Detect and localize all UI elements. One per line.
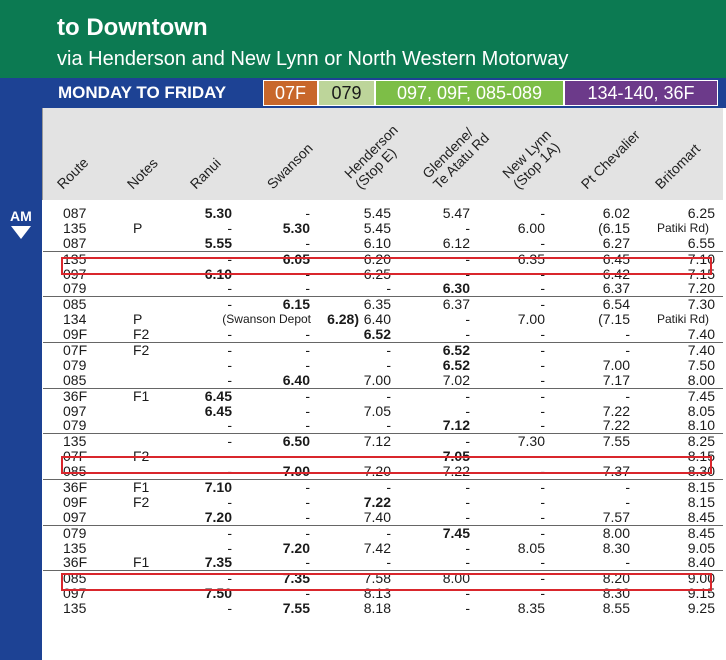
cell-glendene: - (465, 250, 470, 267)
cell-newlynn: - (540, 585, 545, 602)
cell-brit: 7.40 (687, 342, 715, 359)
table-row (43, 510, 723, 526)
page-title: to Downtown (57, 14, 208, 41)
cell-henderson: 7.12 (363, 433, 391, 450)
cell-notes: P (133, 219, 143, 236)
cell-ranui: 7.35 (204, 554, 232, 571)
cell-brit: Patiki Rd) (656, 220, 709, 235)
table-row (43, 343, 723, 358)
cell-route: 079 (63, 280, 87, 297)
cell-ptchev: (6.15 (598, 219, 630, 236)
cell-henderson: 5.45 (363, 219, 391, 236)
cell-glendene: 7.22 (442, 463, 470, 480)
cell-newlynn: - (540, 524, 545, 541)
cell-notes: F2 (133, 342, 150, 359)
cell-ptchev: 6.54 (602, 296, 630, 313)
cell-ranui: - (227, 463, 232, 480)
cell-ranui: - (227, 250, 232, 267)
cell-glendene: - (465, 585, 470, 602)
cell-brit: 8.30 (687, 463, 715, 480)
cell-swanson: - (305, 479, 310, 496)
cell-ptchev: - (625, 342, 630, 359)
cell-glendene: - (465, 265, 470, 282)
cell-glendene: - (465, 600, 470, 617)
cell-glendene: - (465, 539, 470, 556)
cell-brit: 8.15 (687, 448, 715, 465)
cell-swanson: 7.20 (282, 539, 310, 556)
cell-swanson: 6.15 (282, 296, 310, 313)
cell-ptchev: 6.27 (602, 234, 630, 251)
cell-newlynn: - (540, 554, 545, 571)
cell-henderson: 5.45 (363, 205, 391, 221)
cell-newlynn: - (540, 448, 545, 465)
cell-route: 134 (63, 311, 87, 328)
table-row (43, 480, 723, 495)
cell-henderson: 6.25 (363, 265, 391, 282)
cell-ptchev: 7.57 (602, 508, 630, 525)
cell-route: 135 (63, 600, 87, 617)
cell-route: 07F (63, 342, 88, 359)
cell-ranui: 6.10 (204, 265, 232, 282)
table-row (43, 206, 723, 221)
cell-newlynn: - (540, 508, 545, 525)
table-row (43, 221, 723, 236)
cell-henderson: 6.10 (363, 234, 391, 251)
cell-henderson: 7.40 (363, 508, 391, 525)
cell-ptchev: - (625, 387, 630, 404)
cell-ptchev: 8.55 (602, 600, 630, 617)
cell-ptchev: 8.30 (602, 585, 630, 602)
period-label: AM (10, 208, 32, 224)
cell-notes: F1 (133, 387, 150, 404)
cell-notes: F2 (133, 326, 150, 343)
cell-ptchev: 6.45 (602, 250, 630, 267)
cell-swanson: - (305, 387, 310, 404)
cell-henderson: 7.00 (363, 371, 391, 388)
cell-ptchev: - (625, 326, 630, 343)
cell-ranui: - (227, 280, 232, 297)
cell-route: 097 (63, 402, 87, 419)
cell-brit: 7.40 (687, 326, 715, 343)
cell-newlynn: - (540, 479, 545, 496)
cell-ranui: - (227, 433, 232, 450)
cell-route: 087 (63, 234, 87, 251)
column-header-henderson: Henderson (Stop E) (341, 121, 401, 192)
cell-glendene: - (465, 311, 470, 328)
cell-brit: 9.25 (687, 600, 715, 617)
cell-ranui: - (227, 448, 232, 465)
cell-henderson: - (386, 554, 391, 571)
cell-brit: 9.00 (687, 570, 715, 587)
cell-newlynn: - (540, 371, 545, 388)
cell-ptchev: 7.00 (602, 356, 630, 373)
table-row (43, 434, 723, 449)
cell-ptchev: - (625, 493, 630, 510)
cell-route: 085 (63, 463, 87, 480)
cell-ptchev: 7.17 (602, 371, 630, 388)
cell-swanson: 5.30 (282, 219, 310, 236)
cell-glendene: - (465, 219, 470, 236)
cell-henderson: - (386, 479, 391, 496)
cell-route: 085 (63, 570, 87, 587)
cell-brit: 8.05 (687, 402, 715, 419)
cell-swanson: - (305, 417, 310, 434)
cell-glendene: 7.45 (442, 524, 470, 541)
cell-brit: Patiki Rd) (656, 312, 709, 327)
cell-newlynn: - (540, 296, 545, 313)
cell-glendene: - (465, 554, 470, 571)
cell-swanson: - (305, 326, 310, 343)
cell-glendene: - (465, 402, 470, 419)
cell-newlynn: - (540, 570, 545, 587)
cell-ranui: - (227, 219, 232, 236)
cell-ptchev: - (625, 479, 630, 496)
cell-glendene: - (465, 493, 470, 510)
cell-newlynn: - (540, 342, 545, 359)
cell-ranui: 5.30 (204, 205, 232, 221)
column-header-swanson: Swanson (263, 139, 316, 192)
cell-swanson: - (305, 356, 310, 373)
cell-henderson: 8.13 (363, 585, 391, 602)
period-sidebar (0, 108, 42, 660)
cell-ranui: 7.20 (204, 508, 232, 525)
cell-glendene: 6.30 (442, 280, 470, 297)
cell-glendene: 7.02 (442, 371, 470, 388)
cell-notes: F1 (133, 554, 150, 571)
column-header-glendene: Glendene/ Te Atatu Rd (419, 124, 493, 192)
cell-ptchev: 7.37 (602, 463, 630, 480)
cell-glendene: 8.00 (442, 570, 470, 587)
cell-ranui: (Swanson Depot (222, 312, 311, 327)
cell-route: 135 (63, 219, 87, 236)
column-header-britomart: Britomart (651, 140, 704, 192)
service-days-label: MONDAY TO FRIDAY (58, 83, 227, 102)
cell-newlynn: - (540, 280, 545, 297)
table-row (43, 327, 723, 343)
cell-swanson: - (305, 205, 310, 221)
cell-route: 079 (63, 524, 87, 541)
cell-henderson: 6.20 (363, 250, 391, 267)
cell-henderson: - (386, 448, 391, 465)
cell-ranui: - (227, 570, 232, 587)
table-row (43, 358, 723, 373)
cell-newlynn: 8.35 (517, 600, 545, 617)
cell-glendene: - (465, 508, 470, 525)
cell-ranui: 7.10 (204, 479, 232, 496)
service-bar (0, 78, 726, 108)
cell-newlynn: 6.35 (517, 250, 545, 267)
cell-route: 36F (63, 387, 88, 404)
table-row (43, 404, 723, 419)
table-row (43, 555, 723, 571)
cell-swanson: - (305, 265, 310, 282)
cell-brit: 7.20 (687, 280, 715, 297)
cell-brit: 8.10 (687, 417, 715, 434)
cell-glendene: 6.37 (442, 296, 470, 313)
cell-glendene: 6.12 (442, 234, 470, 251)
route-badge-079: 079 (318, 80, 375, 106)
cell-ptchev: 7.22 (602, 417, 630, 434)
cell-ptchev: 7.55 (602, 433, 630, 450)
cell-ranui: - (227, 296, 232, 313)
cell-henderson: - (386, 387, 391, 404)
cell-route: 07F (63, 448, 88, 465)
highlight-box (61, 257, 712, 275)
cell-ptchev: - (625, 448, 630, 465)
cell-route: 087 (63, 205, 87, 221)
cell-swanson: - (305, 524, 310, 541)
column-header-new-lynn: New Lynn (Stop 1A) (499, 126, 563, 192)
cell-newlynn: - (540, 234, 545, 251)
cell-route: 09F (63, 326, 88, 343)
cell-brit: 8.00 (687, 371, 715, 388)
cell-ranui: 5.55 (204, 234, 232, 251)
cell-henderson: - (386, 524, 391, 541)
cell-newlynn: 6.00 (517, 219, 545, 236)
cell-swanson: - (305, 585, 310, 602)
cell-route: 085 (63, 296, 87, 313)
cell-swanson: - (305, 448, 310, 465)
route-badge-134-group: 134-140, 36F (564, 80, 718, 106)
cell-brit: 8.40 (687, 554, 715, 571)
cell-brit: 8.45 (687, 524, 715, 541)
cell-route: 135 (63, 433, 87, 450)
cell-ranui: - (227, 342, 232, 359)
cell-swanson: - (305, 493, 310, 510)
cell-ptchev: (7.15 (598, 311, 630, 328)
cell-route: 09F (63, 493, 88, 510)
cell-ptchev: 6.37 (602, 280, 630, 297)
cell-ptchev: 8.00 (602, 524, 630, 541)
cell-newlynn: - (540, 326, 545, 343)
cell-brit: 7.15 (687, 265, 715, 282)
highlight-box (61, 570, 712, 591)
cell-brit: 9.15 (687, 585, 715, 602)
cell-henderson: - (386, 356, 391, 373)
cell-swanson: 6.05 (282, 250, 310, 267)
cell-glendene: - (465, 433, 470, 450)
cell-ranui: - (227, 600, 232, 617)
cell-route: 135 (63, 250, 87, 267)
cell-ptchev: 6.42 (602, 265, 630, 282)
cell-henderson: - (386, 417, 391, 434)
cell-ranui: 6.45 (204, 387, 232, 404)
cell-newlynn: - (540, 387, 545, 404)
cell-newlynn: - (540, 402, 545, 419)
cell-glendene: 5.47 (442, 205, 470, 221)
cell-henderson: 7.58 (363, 570, 391, 587)
table-row (43, 418, 723, 434)
cell-ranui: - (227, 371, 232, 388)
column-header-notes: Notes (123, 154, 161, 192)
cell-newlynn: 7.30 (517, 433, 545, 450)
column-header-ranui: Ranui (186, 154, 224, 192)
table-row (43, 297, 723, 312)
cell-route: 079 (63, 356, 87, 373)
cell-swanson: - (305, 402, 310, 419)
cell-ranui: - (227, 356, 232, 373)
cell-brit: 8.15 (687, 493, 715, 510)
table-row (43, 312, 723, 327)
cell-swanson: 7.35 (282, 570, 310, 587)
table-row (43, 389, 723, 404)
cell-notes: P (133, 311, 143, 328)
route-badge-07f: 07F (263, 80, 318, 106)
table-row (43, 236, 723, 252)
cell-henderson: 7.20 (363, 463, 391, 480)
table-row (43, 373, 723, 389)
cell-swanson: 7.55 (282, 600, 310, 617)
cell-ptchev: 7.22 (602, 402, 630, 419)
cell-swanson: - (305, 508, 310, 525)
cell-henderson: 7.42 (363, 539, 391, 556)
cell-ptchev: 6.02 (602, 205, 630, 221)
cell-ranui: - (227, 417, 232, 434)
cell-swanson: - (305, 554, 310, 571)
highlight-box (61, 456, 712, 474)
column-header-band (42, 108, 723, 200)
cell-route: 36F (63, 479, 88, 496)
column-header-pt-chevalier: Pt Chevalier (577, 126, 643, 192)
cell-route: 079 (63, 417, 87, 434)
cell-ranui: - (227, 493, 232, 510)
cell-brit: 7.45 (687, 387, 715, 404)
cell-henderson: - (386, 280, 391, 297)
cell-route: 097 (63, 265, 87, 282)
cell-glendene: 7.12 (442, 417, 470, 434)
cell-henderson: 6.52 (363, 326, 391, 343)
cell-glendene: - (465, 479, 470, 496)
cell-ranui: 7.50 (204, 585, 232, 602)
cell-brit: 8.15 (687, 479, 715, 496)
cell-newlynn: - (540, 265, 545, 282)
cell-newlynn: - (540, 356, 545, 373)
cell-glendene: - (465, 326, 470, 343)
cell-swanson: - (305, 234, 310, 251)
cell-henderson: 6.35 (363, 296, 391, 313)
cell-newlynn: - (540, 205, 545, 221)
cell-ptchev: 8.30 (602, 539, 630, 556)
cell-glendene: - (465, 387, 470, 404)
cell-brit: 8.25 (687, 433, 715, 450)
cell-henderson: - (386, 342, 391, 359)
cell-ranui: - (227, 539, 232, 556)
cell-henderson: 7.22 (363, 493, 391, 510)
column-header-route: Route (53, 154, 92, 192)
cell-route: 135 (63, 539, 87, 556)
cell-glendene: 7.05 (442, 448, 470, 465)
header-banner (0, 0, 726, 78)
table-row (43, 281, 723, 297)
cell-newlynn: 7.00 (517, 311, 545, 328)
cell-route: 097 (63, 585, 87, 602)
cell-brit: 7.10 (687, 250, 715, 267)
table-row (43, 601, 723, 616)
route-badge-097-group: 097, 09F, 085-089 (375, 80, 564, 106)
page-subtitle: via Henderson and New Lynn or North Western Motorway (57, 48, 569, 70)
cell-glendene: 6.52 (442, 342, 470, 359)
cell-newlynn: - (540, 493, 545, 510)
table-row (43, 526, 723, 541)
cell-ptchev: - (625, 554, 630, 571)
cell-glendene: 6.52 (442, 356, 470, 373)
cell-route: 36F (63, 554, 88, 571)
cell-henderson: 7.05 (363, 402, 391, 419)
table-row (43, 541, 723, 556)
cell-route: 097 (63, 508, 87, 525)
cell-brit: 6.55 (687, 234, 715, 251)
cell-ranui: - (227, 326, 232, 343)
table-row (43, 495, 723, 510)
cell-route: 085 (63, 371, 87, 388)
cell-newlynn: - (540, 417, 545, 434)
cell-henderson: 8.18 (363, 600, 391, 617)
cell-newlynn: - (540, 463, 545, 480)
cell-brit: 7.50 (687, 356, 715, 373)
cell-ranui: - (227, 524, 232, 541)
cell-swanson: 6.50 (282, 433, 310, 450)
cell-swanson: - (305, 280, 310, 297)
cell-ranui: 6.45 (204, 402, 232, 419)
cell-notes: F1 (133, 479, 150, 496)
cell-brit: 9.05 (687, 539, 715, 556)
cell-henderson: 6.40 (363, 311, 391, 328)
cell-swanson: 6.28) (327, 311, 359, 328)
down-arrow-icon (11, 226, 31, 239)
cell-newlynn: 8.05 (517, 539, 545, 556)
cell-ptchev: 8.20 (602, 570, 630, 587)
cell-notes: F2 (133, 448, 150, 465)
cell-swanson: 7.00 (282, 463, 310, 480)
cell-swanson: 6.40 (282, 371, 310, 388)
cell-brit: 8.45 (687, 508, 715, 525)
cell-brit: 6.25 (687, 205, 715, 221)
cell-brit: 7.30 (687, 296, 715, 313)
cell-swanson: - (305, 342, 310, 359)
cell-notes: F2 (133, 493, 150, 510)
